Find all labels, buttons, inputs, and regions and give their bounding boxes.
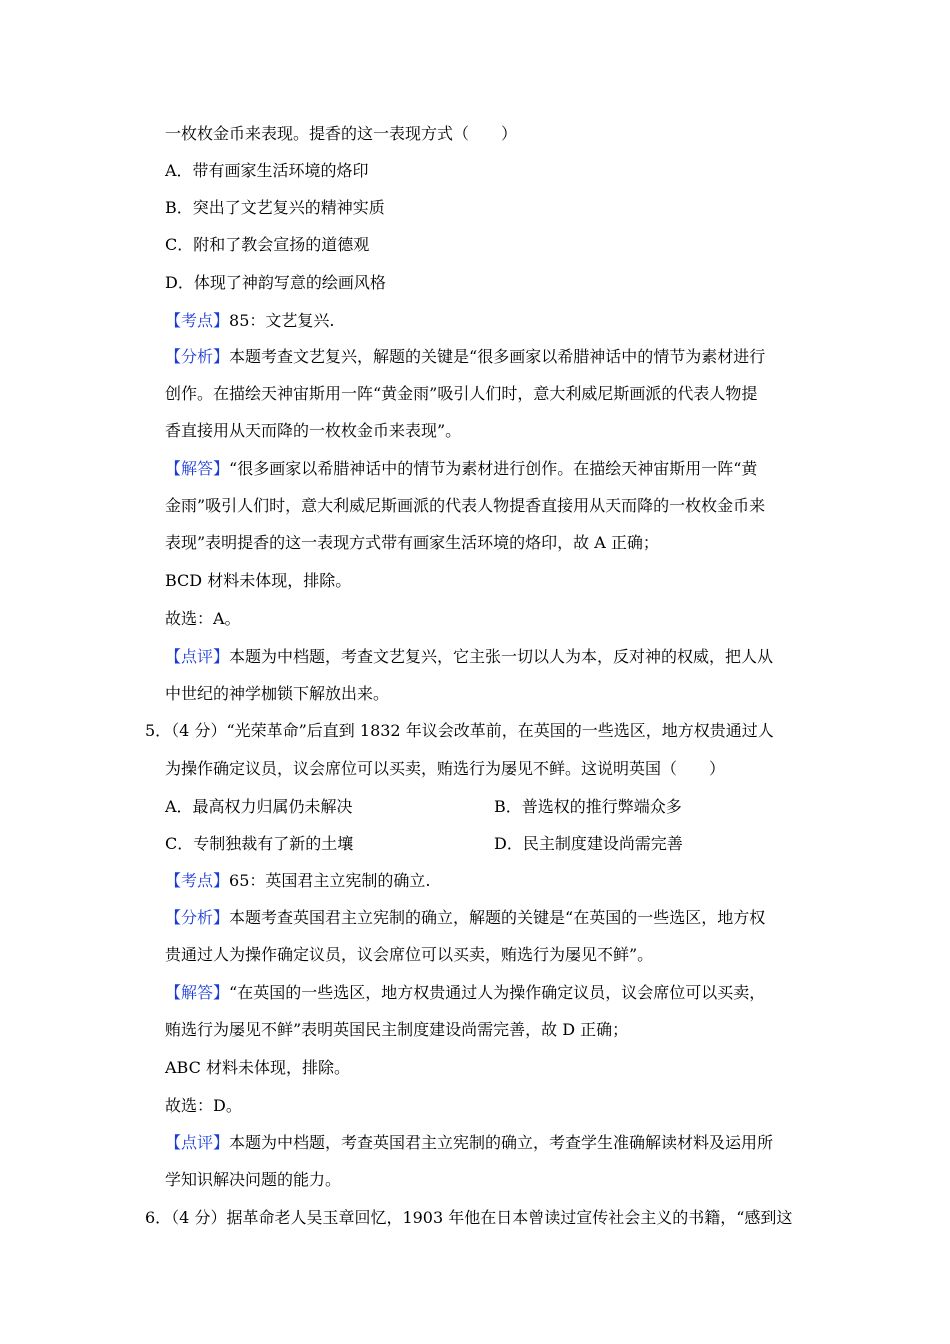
q4-option-c: C．附和了教会宣扬的道德观 xyxy=(165,235,370,254)
jieda-line: “在英国的一些选区，地方权贵通过人为操作确定议员，议会席位可以买卖， xyxy=(229,983,766,1002)
fenxi-line: 本题考查文艺复兴，解题的关键是“很多画家以希腊神话中的情节为素材进行 xyxy=(229,347,766,366)
q5-option-a: A．最高权力归属仍未解决 xyxy=(165,797,353,816)
kaodian-text: 85：文艺复兴. xyxy=(229,311,335,330)
q5-dianping xyxy=(165,1132,773,1154)
q5-stem-line: 5．（4 分）“光荣革命”后直到 1832 年议会改革前，在英国的一些选区，地方权贵通过人 xyxy=(145,721,774,740)
q4-stem-tail: 一枚枚金币来表现。提香的这一表现方式（ ） xyxy=(165,124,518,143)
dianping-tag: 【点评】 xyxy=(165,647,230,666)
q5-fenxi xyxy=(165,907,765,929)
jieda-line: “很多画家以希腊神话中的情节为素材进行创作。在描绘天神宙斯用一阵“黄 xyxy=(229,459,758,478)
jieda-line: 故选：D。 xyxy=(165,1096,242,1115)
jieda-line: BCD 材料未体现，排除。 xyxy=(165,571,352,590)
fenxi-tag: 【分析】 xyxy=(165,908,230,927)
q4-option-b: B．突出了文艺复兴的精神实质 xyxy=(165,198,385,217)
q4-option-a: A．带有画家生活环境的烙印 xyxy=(165,161,369,180)
q4-dianping xyxy=(165,646,773,668)
fenxi-line: 香直接用从天而降的一枚枚金币来表现”。 xyxy=(165,421,462,440)
jieda-line: 表现”表明提香的这一表现方式带有画家生活环境的烙印，故 A 正确； xyxy=(165,533,659,552)
q4-jieda xyxy=(165,458,757,480)
dianping-line: 本题为中档题，考查文艺复兴，它主张一切以人为本，反对神的权威，把人从 xyxy=(229,647,774,666)
kaodian-tag: 【考点】 xyxy=(165,871,230,890)
q6-stem-line: 6．（4 分）据革命老人吴玉章回忆，1903 年他在日本曾读过宣传社会主义的书籍，“感到这 xyxy=(145,1208,793,1227)
jieda-line: ABC 材料未体现，排除。 xyxy=(165,1058,350,1077)
q4-fenxi xyxy=(165,346,765,368)
q5-stem-line: 为操作确定议员，议会席位可以买卖，贿选行为屡见不鲜。这说明英国（ ） xyxy=(165,759,726,778)
q5-option-d: D．民主制度建设尚需完善 xyxy=(494,834,683,853)
dianping-line: 本题为中档题，考查英国君主立宪制的确立，考查学生准确解读材料及运用所 xyxy=(229,1133,774,1152)
kaodian-text: 65：英国君主立宪制的确立. xyxy=(229,871,431,890)
q5-option-b: B．普选权的推行弊端众多 xyxy=(494,797,682,816)
jieda-line: 贿选行为屡见不鲜”表明英国民主制度建设尚需完善，故 D 正确； xyxy=(165,1020,629,1039)
q4-option-d: D．体现了神韵写意的绘画风格 xyxy=(165,273,386,292)
jieda-line: 故选：A。 xyxy=(165,609,241,628)
kaodian-tag: 【考点】 xyxy=(165,311,230,330)
jieda-tag: 【解答】 xyxy=(165,459,230,478)
dianping-line: 中世纪的神学枷锁下解放出来。 xyxy=(165,684,390,703)
q4-kaodian xyxy=(165,310,334,332)
fenxi-line: 创作。在描绘天神宙斯用一阵“黄金雨”吸引人们时，意大利威尼斯画派的代表人物提 xyxy=(165,384,758,403)
jieda-line: 金雨”吸引人们时，意大利威尼斯画派的代表人物提香直接用从天而降的一枚枚金币来 xyxy=(165,496,766,515)
q5-jieda xyxy=(165,982,765,1004)
dianping-line: 学知识解决问题的能力。 xyxy=(165,1170,342,1189)
fenxi-tag: 【分析】 xyxy=(165,347,230,366)
fenxi-line: 贵通过人为操作确定议员，议会席位可以买卖，贿选行为屡见不鲜”。 xyxy=(165,945,654,964)
jieda-tag: 【解答】 xyxy=(165,983,230,1002)
dianping-tag: 【点评】 xyxy=(165,1133,230,1152)
q5-option-c: C．专制独裁有了新的土壤 xyxy=(165,834,354,853)
fenxi-line: 本题考查英国君主立宪制的确立，解题的关键是“在英国的一些选区，地方权 xyxy=(229,908,766,927)
q5-kaodian xyxy=(165,870,430,892)
